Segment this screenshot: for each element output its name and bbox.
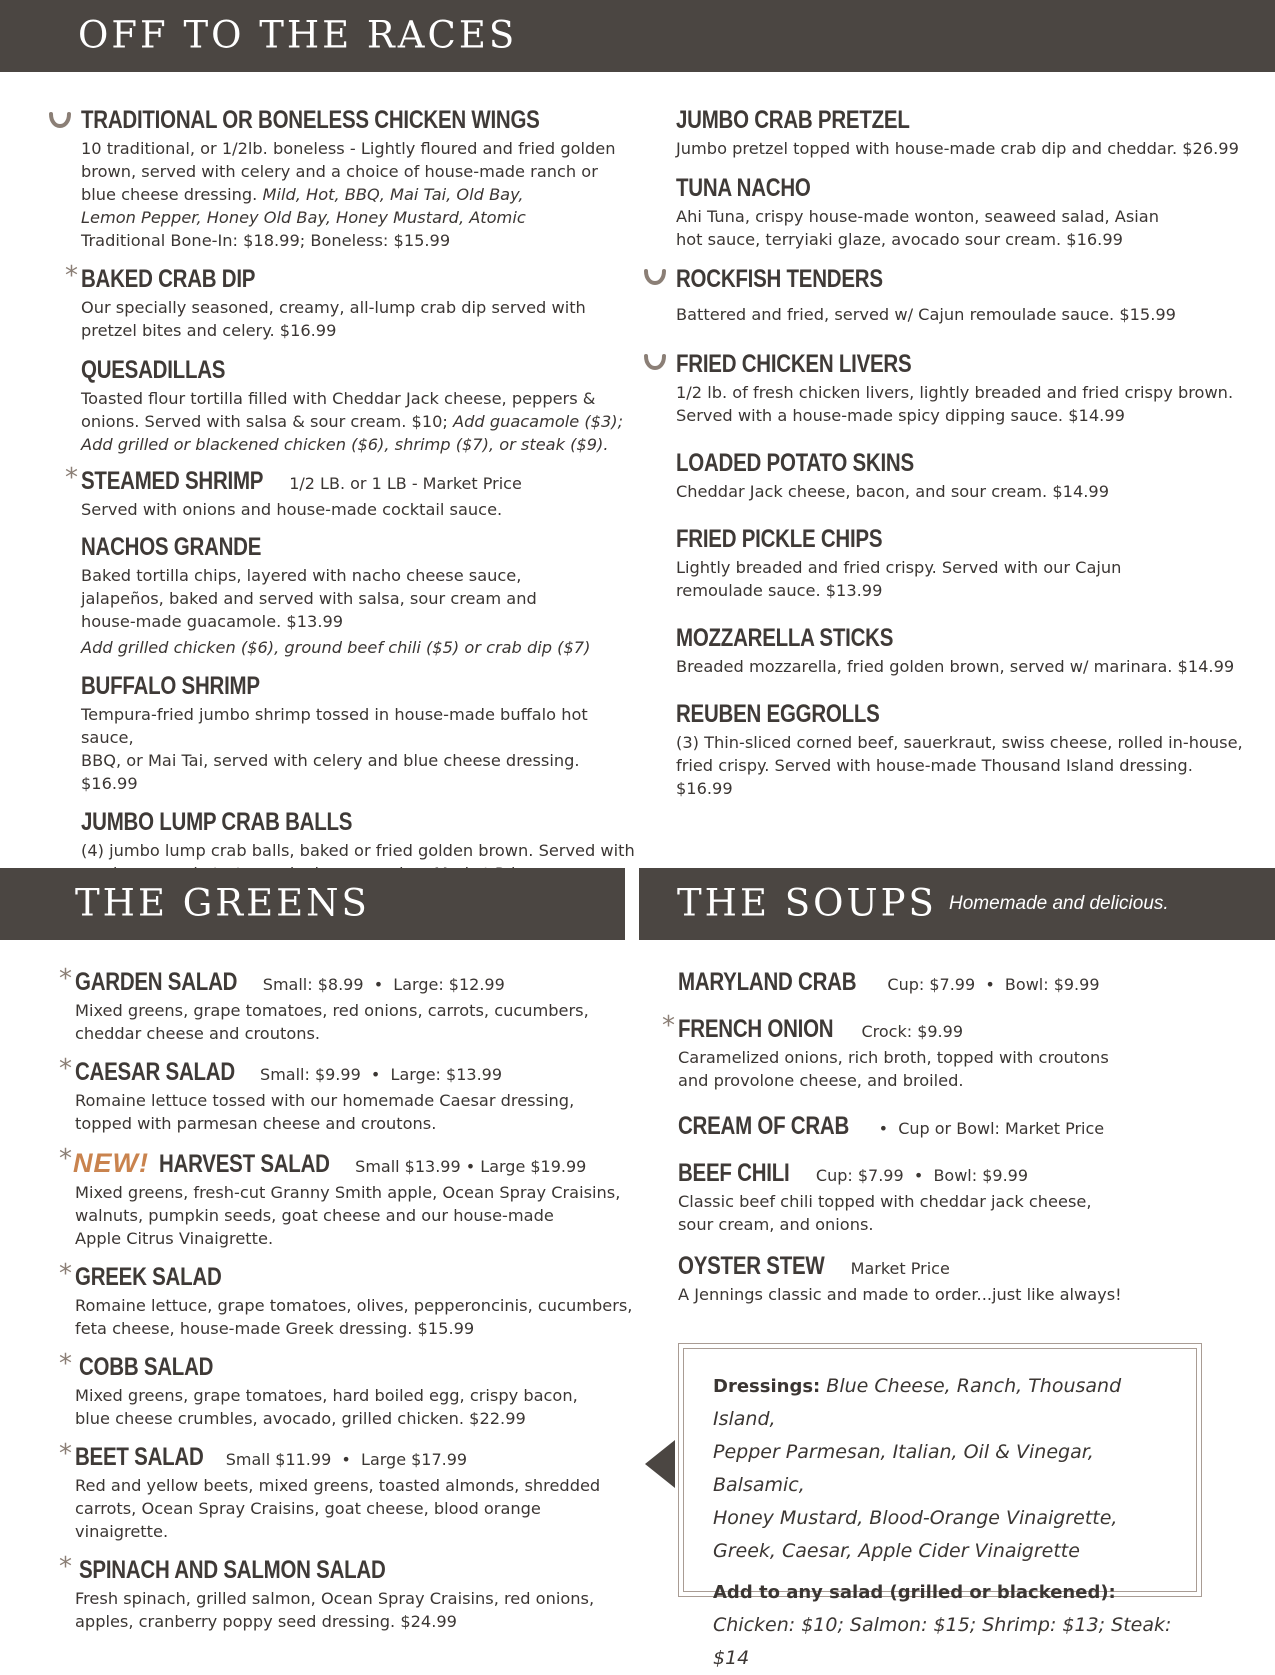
menu-item	[59, 1144, 635, 1250]
item-name: ROCKFISH TENDERS	[676, 265, 883, 293]
item-price: Market Price	[850, 1259, 950, 1278]
asterisk-mark: *	[65, 463, 78, 493]
menu-item	[678, 968, 1238, 997]
item-name: GREEK SALAD	[75, 1263, 222, 1291]
dressings-list: Greek, Caesar, Apple Cider Vinaigrette	[713, 1540, 1080, 1562]
item-price: • Cup or Bowl: Market Price	[878, 1119, 1105, 1138]
item-name: COBB SALAD	[79, 1353, 214, 1381]
item-description: 10 traditional, or 1/2lb. boneless - Lightly floured and fried golden brown, served with celery and a choice of house-made ranch or blue cheese dressing. Mild, Hot, BBQ, Mai Tai, Old Bay, Lemon Pepper, Honey Old Bay, Honey Mustard, Atomic Traditional Bone-In: $18.99; Boneless: $15.99	[81, 139, 616, 250]
item-name: BUFFALO SHRIMP	[81, 672, 260, 700]
asterisk-mark: *	[59, 1439, 72, 1469]
item-description: (4) jumbo lump crab balls, baked or fried golden brown. Served with	[81, 841, 635, 860]
item-name: JUMBO CRAB PRETZEL	[676, 106, 910, 134]
new-badge: NEW!	[73, 1148, 149, 1178]
item-description: Romaine lettuce, grape tomatoes, olives, pepperoncinis, cucumbers, feta cheese, house-made Greek dressing. $15.99	[75, 1296, 633, 1338]
horseshoe-icon	[642, 265, 668, 291]
asterisk-mark: *	[59, 1054, 72, 1084]
item-name: CREAM OF CRAB	[678, 1112, 850, 1140]
menu-item	[65, 463, 641, 521]
menu-item	[676, 449, 1246, 503]
item-description: (3) Thin-sliced corned beef, sauerkraut, swiss cheese, rolled in-house, fried crispy. Served with house-made Thousand Island dressing. $16.99	[676, 733, 1243, 798]
menu-item	[59, 1259, 635, 1340]
item-name: OYSTER STEW	[678, 1252, 825, 1280]
asterisk-mark: *	[59, 1144, 72, 1174]
item-description: Toasted flour tortilla filled with Cheddar Jack cheese, peppers & onions. Served with salsa & sour cream. $10; Add guacamole ($3); Add grilled or blackened chicken ($6), shrimp ($7), or steak ($9).	[81, 389, 624, 454]
dressings-list: Blue Cheese, Ranch, Thousand Island,	[713, 1375, 1122, 1430]
item-name: NACHOS GRANDE	[81, 533, 262, 561]
dressings-label: Dressings:	[713, 1376, 821, 1397]
races-left-column	[65, 106, 641, 885]
section-subtitle: Homemade and delicious.	[949, 893, 1169, 914]
menu-item	[676, 525, 1246, 602]
section-title: THE GREENS	[75, 881, 370, 925]
menu-item	[676, 624, 1246, 678]
menu-item	[81, 672, 641, 795]
menu-item	[676, 265, 1246, 326]
menu-item	[59, 1349, 635, 1430]
item-name: STEAMED SHRIMP	[81, 467, 264, 495]
item-name: MOZZARELLA STICKS	[676, 624, 894, 652]
item-name: HARVEST SALAD	[158, 1150, 330, 1178]
greens-column	[59, 964, 635, 1633]
item-description: Tempura-fried jumbo shrimp tossed in house-made buffalo hot sauce, BBQ, or Mai Tai, served with celery and blue cheese dressing. $16.99	[81, 705, 588, 793]
asterisk-mark: *	[59, 964, 72, 994]
asterisk-mark: *	[59, 1349, 72, 1379]
section-header-greens	[0, 868, 625, 940]
races-right-column	[676, 106, 1246, 800]
item-name: GARDEN SALAD	[75, 968, 238, 996]
item-name: SPINACH AND SALMON SALAD	[79, 1556, 386, 1584]
menu-item	[59, 964, 635, 1045]
menu-item	[59, 1439, 635, 1543]
item-description: Red and yellow beets, mixed greens, toasted almonds, shredded carrots, Ocean Spray Craisins, goat cheese, blood orange vinaigrette.	[75, 1476, 601, 1541]
item-name: FRIED CHICKEN LIVERS	[676, 350, 912, 378]
item-name: TUNA NACHO	[676, 174, 811, 202]
menu-item	[676, 174, 1246, 251]
menu-item	[676, 700, 1246, 800]
asterisk-mark: *	[59, 1259, 72, 1289]
item-description: Mixed greens, grape tomatoes, red onions, carrots, cucumbers, cheddar cheese and croutons.	[75, 1001, 589, 1043]
menu-item	[678, 1252, 1238, 1306]
add-protein-label: Add to any salad (grilled or blackened):	[713, 1582, 1116, 1603]
item-price: Small $13.99 • Large $19.99	[355, 1157, 587, 1176]
menu-item	[676, 350, 1246, 427]
menu-item	[65, 261, 641, 342]
add-protein-values: Chicken: $10; Salmon: $15; Shrimp: $13; Steak: $14	[713, 1614, 1172, 1669]
horseshoe-icon	[642, 350, 668, 376]
section-header-soups	[639, 868, 1275, 940]
item-description: Lightly breaded and fried crispy. Served with our Cajun remoulade sauce. $13.99	[676, 558, 1122, 600]
horseshoe-icon	[47, 108, 73, 134]
dressings-list: Honey Mustard, Blood-Orange Vinaigrette,	[713, 1507, 1118, 1529]
item-description: Mixed greens, fresh-cut Granny Smith apple, Ocean Spray Craisins, walnuts, pumpkin seeds, goat cheese and our house-made Apple Citrus Vinaigrette.	[75, 1183, 621, 1248]
asterisk-mark: *	[59, 1552, 72, 1582]
item-description: Battered and fried, served w/ Cajun remoulade sauce. $15.99	[676, 305, 1176, 324]
item-name: BEEF CHILI	[678, 1159, 790, 1187]
menu-item	[676, 106, 1246, 160]
menu-item	[59, 1552, 635, 1633]
item-name: TRADITIONAL OR BONELESS CHICKEN WINGS	[81, 106, 540, 134]
item-description: Fresh spinach, grilled salmon, Ocean Spray Craisins, red onions, apples, cranberry poppy seed dressing. $24.99	[75, 1589, 595, 1631]
item-name: MARYLAND CRAB	[678, 968, 857, 996]
item-description: 1/2 lb. of fresh chicken livers, lightly breaded and fried crispy brown. Served with a house-made spicy dipping sauce. $14.99	[676, 383, 1234, 425]
item-description: Breaded mozzarella, fried golden brown, served w/ marinara. $14.99	[676, 657, 1235, 676]
menu-item	[59, 1054, 635, 1135]
item-price: Cup: $7.99 • Bowl: $9.99	[887, 975, 1100, 994]
item-name: BAKED CRAB DIP	[81, 265, 256, 293]
menu-item	[81, 356, 641, 456]
dressings-box	[678, 1343, 1202, 1669]
item-name: FRIED PICKLE CHIPS	[676, 525, 883, 553]
menu-item	[678, 1159, 1238, 1236]
item-price: Cup: $7.99 • Bowl: $9.99	[815, 1166, 1029, 1185]
asterisk-mark: *	[65, 261, 78, 291]
item-name: REUBEN EGGROLLS	[676, 700, 880, 728]
pointer-triangle-icon	[645, 1440, 675, 1488]
item-description: A Jennings classic and made to order...just like always!	[678, 1285, 1122, 1304]
menu-item	[662, 1011, 1238, 1092]
dressings-list: Pepper Parmesan, Italian, Oil & Vinegar, Balsamic,	[713, 1441, 1094, 1496]
section-title: OFF TO THE RACES	[78, 13, 518, 57]
menu-item	[678, 1112, 1238, 1141]
item-description: Ahi Tuna, crispy house-made wonton, seaweed salad, Asian hot sauce, terryiaki glaze, avocado sour cream. $16.99	[676, 207, 1159, 249]
section-header-races	[0, 0, 1275, 72]
item-description: Served with onions and house-made cocktail sauce.	[81, 500, 503, 519]
item-description: Mixed greens, grape tomatoes, hard boiled egg, crispy bacon, blue cheese crumbles, avocado, grilled chicken. $22.99	[75, 1386, 578, 1428]
item-description: Our specially seasoned, creamy, all-lump crab dip served with pretzel bites and celery. $16.99	[81, 298, 586, 340]
item-name: CAESAR SALAD	[75, 1058, 235, 1086]
item-price: Small $11.99 • Large $17.99	[225, 1450, 468, 1469]
asterisk-mark: *	[662, 1011, 675, 1041]
item-description: Baked tortilla chips, layered with nacho cheese sauce, jalapeños, baked and served with salsa, sour cream and house-made guacamole. $13.99 Add grilled chicken ($6), ground beef chili ($5) or crab dip ($7)	[81, 566, 591, 657]
item-price: Crock: $9.99	[861, 1022, 963, 1041]
item-price: Small: $9.99 • Large: $13.99	[260, 1065, 503, 1084]
item-price: Small: $8.99 • Large: $12.99	[262, 975, 505, 994]
item-name: FRENCH ONION	[678, 1015, 834, 1043]
item-name: QUESADILLAS	[81, 356, 226, 384]
item-description: Classic beef chili topped with cheddar jack cheese, sour cream, and onions.	[678, 1192, 1092, 1234]
item-description: Cheddar Jack cheese, bacon, and sour cream. $14.99	[676, 482, 1109, 501]
menu-item	[81, 106, 641, 252]
item-description: Caramelized onions, rich broth, topped with croutons and provolone cheese, and broiled.	[678, 1048, 1109, 1090]
section-title: THE SOUPS	[677, 881, 937, 925]
menu-item	[81, 533, 641, 659]
item-name: JUMBO LUMP CRAB BALLS	[81, 808, 353, 836]
item-description: Romaine lettuce tossed with our homemade Caesar dressing, topped with parmesan cheese and croutons.	[75, 1091, 575, 1133]
item-description: Jumbo pretzel topped with house-made crab dip and cheddar. $26.99	[676, 139, 1239, 158]
soups-column	[662, 968, 1238, 1306]
item-name: BEET SALAD	[75, 1443, 204, 1471]
item-name: LOADED POTATO SKINS	[676, 449, 914, 477]
item-price: 1/2 LB. or 1 LB - Market Price	[289, 474, 522, 493]
